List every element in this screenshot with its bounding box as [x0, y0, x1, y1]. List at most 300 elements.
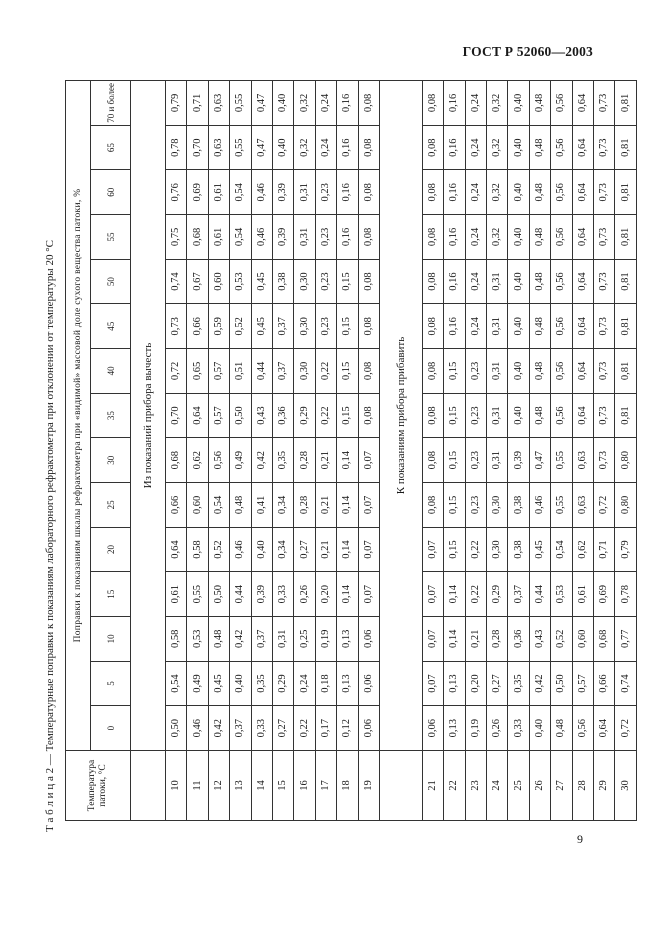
correction-cell: 0,24 [465, 215, 486, 260]
correction-cell: 0,23 [465, 393, 486, 438]
correction-cell: 0,40 [508, 215, 529, 260]
table-caption: Т а б л и ц а 2 — Температурные поправки к показаниям лабораторного рефрактометра при отклонении от температуры 20 °С [44, 240, 56, 832]
temperature-cell: 30 [615, 751, 636, 821]
correction-cell: 0,45 [529, 527, 550, 572]
correction-cell: 0,61 [208, 215, 229, 260]
correction-cell: 0,81 [615, 125, 636, 170]
table-row [487, 81, 508, 821]
correction-cell: 0,64 [572, 215, 593, 260]
correction-cell: 0,47 [251, 81, 272, 126]
correction-cell: 0,19 [315, 617, 336, 662]
temperature-cell: 14 [251, 751, 272, 821]
correction-cell: 0,37 [272, 304, 293, 349]
correction-cell: 0,39 [508, 438, 529, 483]
group-header: Поправки к показаниям шкалы рефрактометра при «видимой» массовой доле сухого вещества патоки, % [66, 81, 91, 751]
correction-cell: 0,24 [465, 304, 486, 349]
temperature-cell: 15 [272, 751, 293, 821]
correction-cell: 0,08 [422, 304, 443, 349]
correction-cell: 0,29 [487, 572, 508, 617]
correction-cell: 0,56 [551, 349, 572, 394]
correction-cell: 0,48 [230, 483, 251, 528]
section-title: К показаниям прибора прибавить [379, 81, 422, 751]
correction-cell: 0,39 [251, 572, 272, 617]
correction-cell: 0,08 [358, 349, 379, 394]
correction-cell: 0,46 [230, 527, 251, 572]
correction-cell: 0,79 [615, 527, 636, 572]
correction-cell: 0,32 [487, 125, 508, 170]
correction-cell: 0,16 [444, 215, 465, 260]
correction-cell: 0,81 [615, 304, 636, 349]
correction-cell: 0,08 [358, 259, 379, 304]
correction-cell: 0,61 [572, 572, 593, 617]
table-row [465, 81, 486, 821]
correction-cell: 0,77 [615, 617, 636, 662]
section-row [379, 81, 422, 821]
column-header: 65 [91, 125, 131, 170]
correction-cell: 0,59 [208, 304, 229, 349]
correction-cell: 0,42 [529, 661, 550, 706]
column-header: 45 [91, 304, 131, 349]
correction-cell: 0,64 [187, 393, 208, 438]
correction-cell: 0,29 [272, 661, 293, 706]
correction-cell: 0,50 [166, 706, 187, 751]
correction-cell: 0,19 [465, 706, 486, 751]
correction-cell: 0,69 [594, 572, 615, 617]
correction-cell: 0,56 [551, 215, 572, 260]
correction-cell: 0,20 [465, 661, 486, 706]
correction-cell: 0,70 [166, 393, 187, 438]
correction-cell: 0,15 [444, 349, 465, 394]
correction-cell: 0,40 [508, 81, 529, 126]
correction-cell: 0,07 [358, 572, 379, 617]
correction-cell: 0,52 [551, 617, 572, 662]
correction-cell: 0,21 [315, 527, 336, 572]
correction-cell: 0,08 [358, 125, 379, 170]
correction-cell: 0,32 [487, 81, 508, 126]
table-row [444, 81, 465, 821]
correction-cell: 0,65 [187, 349, 208, 394]
correction-cell: 0,08 [358, 215, 379, 260]
correction-cell: 0,32 [294, 125, 315, 170]
correction-cell: 0,23 [315, 170, 336, 215]
correction-cell: 0,49 [187, 661, 208, 706]
correction-cell: 0,81 [615, 259, 636, 304]
correction-cell: 0,08 [422, 81, 443, 126]
correction-cell: 0,64 [572, 81, 593, 126]
correction-cell: 0,63 [572, 438, 593, 483]
table-row [337, 81, 358, 821]
correction-cell: 0,78 [166, 125, 187, 170]
correction-cell: 0,67 [187, 259, 208, 304]
correction-cell: 0,30 [294, 304, 315, 349]
correction-cell: 0,36 [272, 393, 293, 438]
column-header: 35 [91, 393, 131, 438]
column-header: 40 [91, 349, 131, 394]
correction-cell: 0,07 [422, 527, 443, 572]
correction-cell: 0,81 [615, 393, 636, 438]
correction-table [65, 80, 637, 821]
table-row [315, 81, 336, 821]
correction-cell: 0,13 [337, 617, 358, 662]
correction-cell: 0,50 [551, 661, 572, 706]
correction-cell: 0,27 [294, 527, 315, 572]
correction-cell: 0,64 [594, 706, 615, 751]
correction-cell: 0,49 [230, 438, 251, 483]
correction-cell: 0,24 [294, 661, 315, 706]
correction-cell: 0,73 [594, 438, 615, 483]
correction-cell: 0,37 [251, 617, 272, 662]
correction-cell: 0,63 [208, 81, 229, 126]
correction-cell: 0,32 [487, 215, 508, 260]
correction-cell: 0,32 [487, 170, 508, 215]
correction-cell: 0,14 [337, 438, 358, 483]
correction-cell: 0,15 [444, 527, 465, 572]
correction-cell: 0,60 [208, 259, 229, 304]
correction-cell: 0,23 [465, 438, 486, 483]
table-row [294, 81, 315, 821]
correction-cell: 0,54 [166, 661, 187, 706]
correction-cell: 0,48 [529, 215, 550, 260]
correction-cell: 0,64 [572, 393, 593, 438]
correction-cell: 0,40 [230, 661, 251, 706]
standard-code: ГОСТ Р 52060—2003 [462, 44, 593, 59]
temperature-cell: 18 [337, 751, 358, 821]
correction-cell: 0,08 [358, 304, 379, 349]
column-header: 30 [91, 438, 131, 483]
temperature-cell: 25 [508, 751, 529, 821]
correction-cell: 0,14 [444, 617, 465, 662]
correction-cell: 0,17 [315, 706, 336, 751]
correction-cell: 0,43 [529, 617, 550, 662]
correction-cell: 0,42 [208, 706, 229, 751]
correction-cell: 0,30 [487, 483, 508, 528]
temperature-cell: 11 [187, 751, 208, 821]
temperature-cell: 26 [529, 751, 550, 821]
correction-cell: 0,16 [337, 215, 358, 260]
correction-cell: 0,76 [166, 170, 187, 215]
correction-cell: 0,34 [272, 527, 293, 572]
correction-cell: 0,73 [594, 259, 615, 304]
correction-cell: 0,40 [251, 527, 272, 572]
correction-cell: 0,24 [315, 125, 336, 170]
correction-cell: 0,72 [594, 483, 615, 528]
correction-cell: 0,22 [315, 393, 336, 438]
table-row [272, 81, 293, 821]
correction-cell: 0,52 [208, 527, 229, 572]
correction-cell: 0,38 [272, 259, 293, 304]
correction-cell: 0,56 [208, 438, 229, 483]
correction-cell: 0,56 [551, 393, 572, 438]
correction-cell: 0,50 [230, 393, 251, 438]
correction-cell: 0,30 [294, 349, 315, 394]
correction-cell: 0,43 [251, 393, 272, 438]
correction-cell: 0,07 [358, 483, 379, 528]
temperature-cell: 13 [230, 751, 251, 821]
correction-cell: 0,62 [187, 438, 208, 483]
table-row [358, 81, 379, 821]
correction-cell: 0,13 [444, 706, 465, 751]
correction-cell: 0,61 [166, 572, 187, 617]
correction-cell: 0,62 [572, 527, 593, 572]
correction-cell: 0,21 [465, 617, 486, 662]
correction-cell: 0,37 [508, 572, 529, 617]
correction-cell: 0,08 [358, 81, 379, 126]
correction-cell: 0,26 [487, 706, 508, 751]
temp-header: Температура патоки, °С [66, 751, 131, 821]
column-header: 0 [91, 706, 131, 751]
correction-cell: 0,31 [272, 617, 293, 662]
correction-cell: 0,73 [594, 349, 615, 394]
column-header: 25 [91, 483, 131, 528]
correction-cell: 0,47 [251, 125, 272, 170]
correction-cell: 0,42 [230, 617, 251, 662]
section-row [131, 81, 166, 821]
temperature-cell: 12 [208, 751, 229, 821]
table-row [551, 81, 572, 821]
correction-cell: 0,55 [551, 483, 572, 528]
correction-cell: 0,56 [551, 304, 572, 349]
correction-cell: 0,23 [465, 483, 486, 528]
correction-cell: 0,06 [358, 617, 379, 662]
correction-cell: 0,31 [487, 393, 508, 438]
correction-cell: 0,31 [487, 259, 508, 304]
correction-cell: 0,07 [358, 438, 379, 483]
correction-cell: 0,50 [208, 572, 229, 617]
correction-cell: 0,35 [508, 661, 529, 706]
correction-cell: 0,41 [251, 483, 272, 528]
correction-cell: 0,32 [294, 81, 315, 126]
correction-cell: 0,46 [187, 706, 208, 751]
correction-cell: 0,48 [529, 81, 550, 126]
correction-cell: 0,31 [294, 170, 315, 215]
section-spacer [131, 751, 166, 821]
correction-cell: 0,64 [572, 349, 593, 394]
correction-cell: 0,79 [166, 81, 187, 126]
correction-cell: 0,15 [444, 438, 465, 483]
correction-cell: 0,30 [487, 527, 508, 572]
correction-cell: 0,56 [551, 259, 572, 304]
correction-cell: 0,06 [358, 661, 379, 706]
column-header: 55 [91, 215, 131, 260]
correction-cell: 0,66 [594, 661, 615, 706]
correction-cell: 0,28 [487, 617, 508, 662]
correction-cell: 0,15 [337, 304, 358, 349]
correction-cell: 0,08 [422, 170, 443, 215]
correction-cell: 0,16 [444, 125, 465, 170]
correction-cell: 0,16 [337, 170, 358, 215]
correction-cell: 0,18 [315, 661, 336, 706]
correction-cell: 0,16 [337, 81, 358, 126]
correction-cell: 0,81 [615, 349, 636, 394]
column-header-row [91, 81, 131, 821]
correction-cell: 0,40 [508, 170, 529, 215]
correction-cell: 0,58 [166, 617, 187, 662]
correction-cell: 0,16 [444, 304, 465, 349]
correction-cell: 0,40 [508, 125, 529, 170]
correction-cell: 0,44 [251, 349, 272, 394]
correction-cell: 0,73 [594, 215, 615, 260]
correction-cell: 0,56 [551, 125, 572, 170]
correction-cell: 0,53 [551, 572, 572, 617]
correction-cell: 0,81 [615, 81, 636, 126]
correction-cell: 0,64 [572, 259, 593, 304]
correction-cell: 0,14 [337, 483, 358, 528]
correction-cell: 0,07 [358, 527, 379, 572]
table-row [230, 81, 251, 821]
correction-cell: 0,24 [465, 81, 486, 126]
correction-cell: 0,15 [444, 393, 465, 438]
temperature-cell: 21 [422, 751, 443, 821]
correction-cell: 0,08 [422, 483, 443, 528]
correction-cell: 0,40 [272, 81, 293, 126]
correction-cell: 0,28 [294, 483, 315, 528]
temperature-cell: 16 [294, 751, 315, 821]
correction-cell: 0,38 [508, 527, 529, 572]
correction-cell: 0,40 [508, 304, 529, 349]
correction-cell: 0,15 [337, 393, 358, 438]
correction-cell: 0,15 [444, 483, 465, 528]
correction-cell: 0,54 [208, 483, 229, 528]
correction-cell: 0,48 [529, 393, 550, 438]
correction-cell: 0,16 [444, 81, 465, 126]
correction-cell: 0,63 [208, 125, 229, 170]
correction-cell: 0,22 [465, 527, 486, 572]
correction-cell: 0,31 [294, 215, 315, 260]
correction-cell: 0,61 [208, 170, 229, 215]
correction-cell: 0,75 [166, 215, 187, 260]
correction-cell: 0,12 [337, 706, 358, 751]
correction-cell: 0,55 [187, 572, 208, 617]
correction-cell: 0,81 [615, 170, 636, 215]
column-header: 15 [91, 572, 131, 617]
correction-cell: 0,55 [551, 438, 572, 483]
correction-cell: 0,57 [208, 393, 229, 438]
correction-cell: 0,48 [529, 170, 550, 215]
table-row [251, 81, 272, 821]
correction-cell: 0,06 [358, 706, 379, 751]
correction-cell: 0,31 [487, 304, 508, 349]
correction-cell: 0,73 [594, 125, 615, 170]
correction-cell: 0,40 [508, 349, 529, 394]
correction-cell: 0,48 [208, 617, 229, 662]
table-row [572, 81, 593, 821]
correction-cell: 0,64 [166, 527, 187, 572]
correction-cell: 0,54 [551, 527, 572, 572]
correction-cell: 0,68 [166, 438, 187, 483]
correction-cell: 0,73 [594, 393, 615, 438]
correction-cell: 0,73 [594, 304, 615, 349]
correction-cell: 0,56 [572, 706, 593, 751]
correction-cell: 0,66 [166, 483, 187, 528]
correction-cell: 0,29 [294, 393, 315, 438]
table-row [422, 81, 443, 821]
correction-cell: 0,55 [230, 125, 251, 170]
correction-cell: 0,71 [594, 527, 615, 572]
table-row [615, 81, 636, 821]
correction-cell: 0,08 [422, 259, 443, 304]
section-spacer [379, 751, 422, 821]
correction-cell: 0,72 [166, 349, 187, 394]
correction-cell: 0,34 [272, 483, 293, 528]
table-row [208, 81, 229, 821]
correction-cell: 0,08 [422, 349, 443, 394]
temperature-cell: 29 [594, 751, 615, 821]
correction-cell: 0,07 [422, 661, 443, 706]
correction-cell: 0,39 [272, 215, 293, 260]
correction-cell: 0,23 [315, 304, 336, 349]
correction-cell: 0,48 [529, 259, 550, 304]
correction-cell: 0,46 [251, 170, 272, 215]
correction-cell: 0,54 [230, 215, 251, 260]
correction-cell: 0,78 [615, 572, 636, 617]
correction-cell: 0,51 [230, 349, 251, 394]
correction-cell: 0,66 [187, 304, 208, 349]
correction-cell: 0,16 [444, 259, 465, 304]
correction-cell: 0,23 [465, 349, 486, 394]
correction-cell: 0,14 [337, 572, 358, 617]
temperature-cell: 24 [487, 751, 508, 821]
correction-cell: 0,80 [615, 483, 636, 528]
correction-cell: 0,57 [208, 349, 229, 394]
correction-cell: 0,08 [422, 125, 443, 170]
correction-cell: 0,60 [572, 617, 593, 662]
correction-cell: 0,08 [422, 215, 443, 260]
correction-cell: 0,70 [187, 125, 208, 170]
correction-cell: 0,16 [337, 125, 358, 170]
correction-cell: 0,44 [529, 572, 550, 617]
correction-cell: 0,48 [529, 349, 550, 394]
correction-cell: 0,27 [272, 706, 293, 751]
temperature-cell: 17 [315, 751, 336, 821]
correction-cell: 0,73 [594, 170, 615, 215]
correction-cell: 0,13 [337, 661, 358, 706]
correction-cell: 0,20 [315, 572, 336, 617]
correction-cell: 0,55 [230, 81, 251, 126]
correction-cell: 0,64 [572, 170, 593, 215]
correction-cell: 0,56 [551, 81, 572, 126]
correction-cell: 0,31 [487, 349, 508, 394]
correction-cell: 0,38 [508, 483, 529, 528]
table-row [508, 81, 529, 821]
correction-cell: 0,35 [251, 661, 272, 706]
correction-cell: 0,22 [315, 349, 336, 394]
correction-cell: 0,46 [529, 483, 550, 528]
correction-table-container [65, 80, 631, 821]
table-header [66, 81, 131, 821]
correction-cell: 0,72 [615, 706, 636, 751]
correction-cell: 0,14 [337, 527, 358, 572]
correction-cell: 0,54 [230, 170, 251, 215]
temperature-cell: 10 [166, 751, 187, 821]
column-header: 5 [91, 661, 131, 706]
correction-cell: 0,15 [337, 349, 358, 394]
correction-cell: 0,25 [294, 617, 315, 662]
correction-cell: 0,23 [315, 259, 336, 304]
correction-cell: 0,08 [422, 393, 443, 438]
correction-cell: 0,33 [508, 706, 529, 751]
correction-cell: 0,74 [166, 259, 187, 304]
column-header: 60 [91, 170, 131, 215]
correction-cell: 0,40 [529, 706, 550, 751]
table-body [131, 81, 637, 821]
temperature-cell: 22 [444, 751, 465, 821]
correction-cell: 0,28 [294, 438, 315, 483]
correction-cell: 0,14 [444, 572, 465, 617]
correction-cell: 0,52 [230, 304, 251, 349]
correction-cell: 0,35 [272, 438, 293, 483]
temperature-cell: 28 [572, 751, 593, 821]
page-number: 9 [577, 832, 583, 846]
